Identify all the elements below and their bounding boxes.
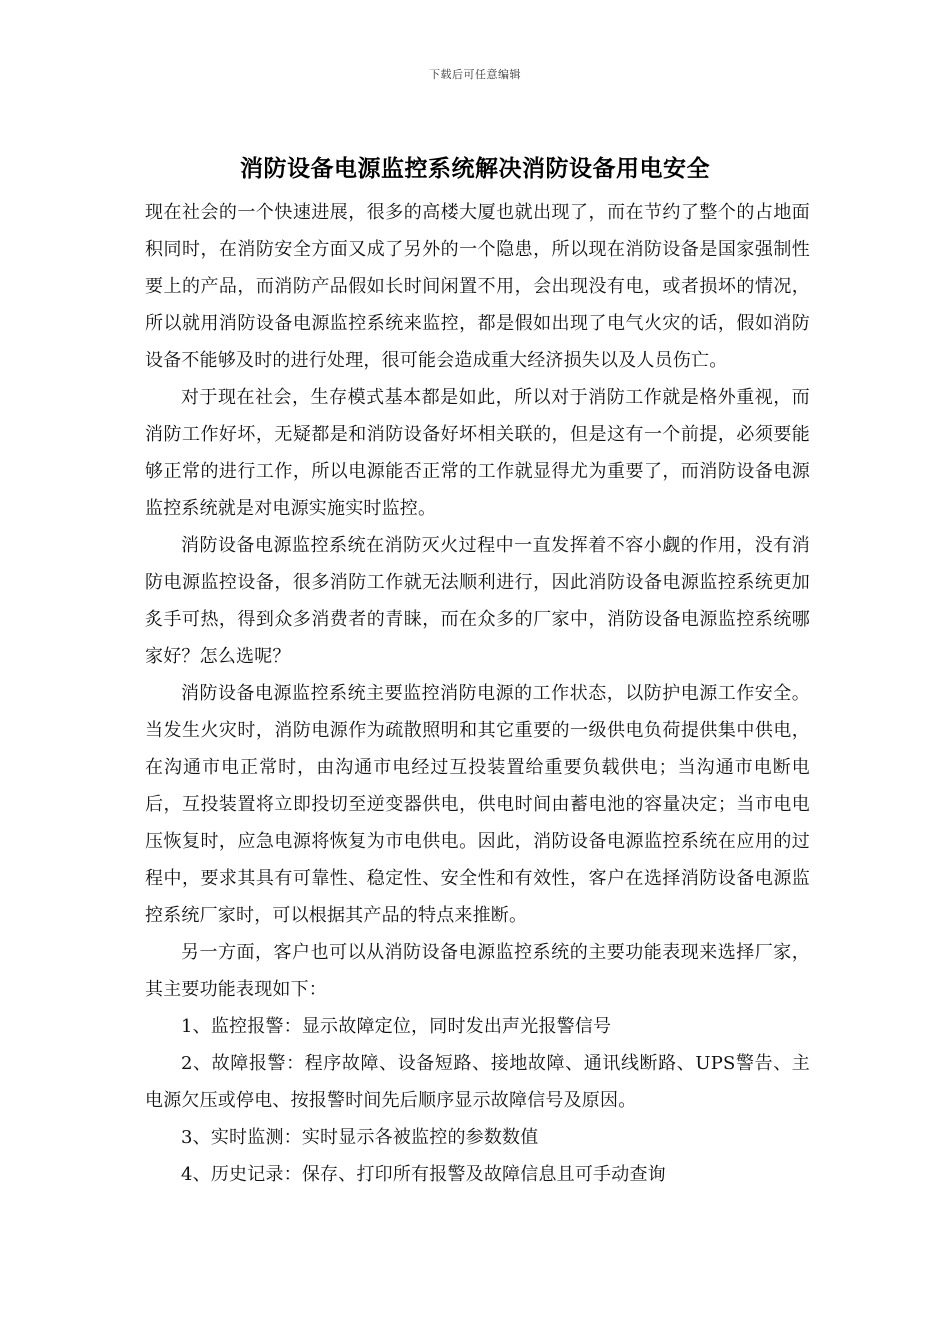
document-body (145, 194, 810, 1193)
header-note: 下载后可任意编辑 (429, 68, 521, 81)
list-item-monitor-alarm: 1、监控报警：显示故障定位，同时发出声光报警信号 (181, 1016, 612, 1037)
list-item-fault-alarm: 2、故障报警：程序故障、设备短路、接地故障、通讯线断路、UPS警告、主电源欠压或停电、按报警时间先后顺序显示故障信号及原因。 (145, 1053, 810, 1111)
paragraph-importance: 对于现在社会，生存模式基本都是如此，所以对于消防工作就是格外重视，而消防工作好坏，无疑都是和消防设备好坏相关联的，但是这有一个前提，必须要能够正常的进行工作，所以电源能否正常的工作就显得尤为重要了，而消防设备电源监控系统就是对电源实施实时监控。 (145, 387, 810, 519)
list-item-realtime-monitoring: 3、实时监测：实时显示各被监控的参数数值 (181, 1127, 539, 1148)
paragraph-role: 消防设备电源监控系统在消防灭火过程中一直发挥着不容小觑的作用，没有消防电源监控设备，很多消防工作就无法顺利进行，因此消防设备电源监控系统更加炙手可热，得到众多消费者的青睐，而在众多的厂家中，消防设备电源监控系统哪家好？怎么选呢？ (145, 535, 810, 667)
paragraph-intro: 现在社会的一个快速进展，很多的高楼大厦也就出现了，而在节约了整个的占地面积同时，在消防安全方面又成了另外的一个隐患，所以现在消防设备是国家强制性要上的产品，而消防产品假如长时间闲置不用，会出现没有电，或者损坏的情况，所以就用消防设备电源监控系统来监控，都是假如出现了电气火灾的话，假如消防设备不能够及时的进行处理，很可能会造成重大经济损失以及人员伤亡。 (145, 202, 810, 371)
paragraph-function: 消防设备电源监控系统主要监控消防电源的工作状态，以防护电源工作安全。当发生火灾时，消防电源作为疏散照明和其它重要的一级供电负荷提供集中供电，在沟通市电正常时，由沟通市电经过互投装置给重要负载供电；当沟通市电断电后，互投装置将立即投切至逆变器供电，供电时间由蓄电池的容量决定；当市电电压恢复时，应急电源将恢复为市电供电。因此，消防设备电源监控系统在应用的过程中，要求其具有可靠性、稳定性、安全性和有效性，客户在选择消防设备电源监控系统厂家时，可以根据其产品的特点来推断。 (145, 683, 810, 926)
document-title: 消防设备电源监控系统解决消防设备用电安全 (240, 155, 710, 182)
paragraph-selection: 另一方面，客户也可以从消防设备电源监控系统的主要功能表现来选择厂家，其主要功能表现如下： (145, 942, 810, 1000)
list-item-history-record: 4、历史记录：保存、打印所有报警及故障信息且可手动查询 (181, 1164, 666, 1185)
